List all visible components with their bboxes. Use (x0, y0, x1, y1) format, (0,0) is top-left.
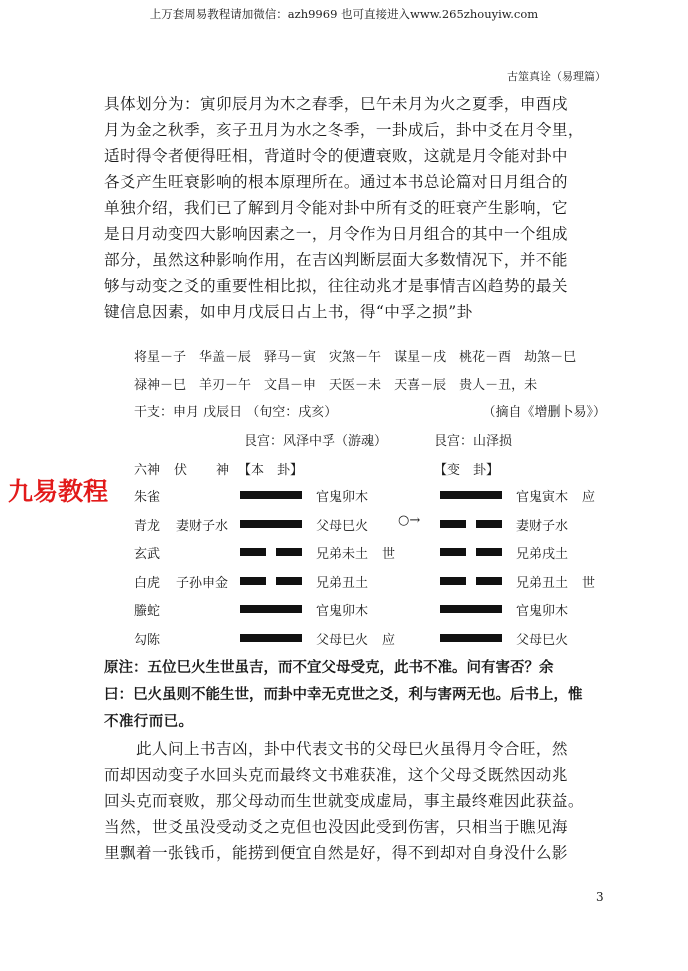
text-line: 够与动变之爻的重要性相比拟，往往动兆才是事情吉凶趋势的最关 (104, 277, 568, 295)
changed-line-yang (440, 605, 502, 613)
header-shen: 神 (216, 463, 230, 478)
text-line: 月为金之秋季，亥子丑月为水之冬季，一卦成后，卦中爻在月令里， (104, 121, 584, 139)
fushen-label: 妻财子水 (176, 518, 229, 534)
changed-line-yin-segment (476, 577, 502, 585)
main-line-label: 官鬼卯木 (316, 604, 369, 619)
main-line-yin-segment (276, 548, 302, 556)
text-line: 各爻产生旺衰影响的根本原理所在。通过本书总论篇对日月组合的 (104, 173, 568, 191)
main-line-mark: 应 (382, 632, 396, 648)
note-line: 不准行而已。 (104, 714, 194, 730)
text-line: 单独介绍，我们已了解到月令能对卦中所有爻的旺衰产生影响，它 (104, 199, 568, 217)
main-hexagram-label: 【本 卦】 (238, 463, 304, 478)
main-line-yang (240, 520, 302, 528)
text-line: 回头克而衰败，那父母动而生世就变成虚局，事主最终难因此获益。 (104, 792, 584, 810)
main-line-yin-segment (276, 577, 302, 585)
main-line-yang (240, 605, 302, 613)
shensha-item: 天医－未 (329, 378, 382, 393)
changed-line-yang (440, 491, 502, 499)
liushen-label: 朱雀 (134, 490, 161, 505)
changed-line-mark: 世 (582, 575, 596, 591)
changed-line-yin-segment (440, 520, 466, 528)
main-line-label: 父母巳火 (316, 632, 369, 648)
note-line: 曰：巳火虽则不能生世，而卦中幸无克世之爻，利与害两无也。后书上，惟 (104, 687, 583, 703)
shensha-item: 贵人－丑，未 (459, 378, 538, 393)
changed-hexagram-palace: 艮宫：山泽损 (434, 434, 513, 449)
header-fu: 伏 (174, 463, 188, 478)
liushen-label: 勾陈 (134, 632, 161, 648)
ganzhi-line: 干支：申月 戊辰日 （旬空：戌亥） (134, 405, 338, 420)
liushen-label: 螣蛇 (134, 604, 161, 619)
fushen-label: 子孙申金 (176, 575, 229, 591)
text-line: 此人问上书吉凶，卦中代表文书的父母巳火虽得月令合旺，然 (136, 740, 568, 758)
changed-line-label: 妻财子水 (516, 518, 569, 534)
source-note: （摘自《增删卜易》） (482, 405, 606, 420)
changed-line-yang (440, 634, 502, 642)
changed-line-label: 官鬼寅木 (516, 490, 569, 505)
changed-line-label: 兄弟戌土 (516, 547, 569, 562)
text-line: 当然，世爻虽没受动爻之克但也没因此受到伤害，只相当于瞧见海 (104, 818, 568, 836)
text-line: 适时得令者便得旺相，背道时令的便遭衰败，这就是月令能对卦中 (104, 147, 568, 165)
main-line-label: 兄弟丑土 (316, 575, 369, 591)
watermark-logo: 九易教程 (8, 477, 109, 506)
changed-line-yin-segment (440, 577, 466, 585)
main-line-yin-segment (240, 548, 266, 556)
changed-line-yin-segment (440, 548, 466, 556)
changed-line-yin-segment (476, 548, 502, 556)
paragraph-1 (104, 92, 604, 342)
text-line: 是日月动变四大影响因素之一，月令作为日月组合的其中一个组成 (104, 225, 568, 243)
text-line: 具体划分为：寅卯辰月为木之春季，巳午未月为火之夏季，申酉戌 (104, 95, 568, 113)
note-line: 原注：五位巳火生世虽吉，而不宜父母受克，此书不准。问有害否？余 (104, 660, 554, 676)
shensha-item: 驿马－寅 (264, 350, 317, 365)
shensha-item: 华盖－辰 (199, 350, 252, 365)
main-line-yin-segment (240, 577, 266, 585)
main-line-mark: 世 (382, 547, 396, 562)
shensha-item: 羊刃－午 (199, 378, 252, 393)
shensha-line-2 (134, 374, 550, 393)
text-line: 部分，虽然这种影响作用，在吉凶判断层面大多数情况下，并不能 (104, 251, 568, 269)
changed-line-label: 兄弟丑土 (516, 575, 569, 591)
liushen-label: 玄武 (134, 547, 161, 562)
running-header: 古筮真诠（易理篇） (507, 70, 606, 83)
main-hexagram-palace: 艮宫：风泽中孚（游魂） (244, 434, 388, 449)
changed-line-mark: 应 (582, 490, 596, 505)
shensha-item: 文昌－申 (264, 378, 317, 393)
liushen-label: 青龙 (134, 518, 161, 534)
main-line-label: 父母巳火 (316, 518, 369, 534)
main-line-yang (240, 634, 302, 642)
top-banner: 上万套周易教程请加微信：azh9969 也可直接进入www.265zhouyiw.com (149, 7, 539, 21)
changed-line-label: 官鬼卯木 (516, 604, 569, 619)
changed-hexagram-label: 【变 卦】 (434, 463, 500, 478)
shensha-line-1 (134, 346, 589, 365)
main-line-label: 兄弟未土 (316, 547, 369, 562)
shensha-item: 劫煞－巳 (524, 350, 577, 365)
text-line: 而却因动变子水回头克而最终文书难获准，这个父母爻既然因动兆 (104, 766, 568, 784)
shensha-item: 桃花－酉 (459, 350, 512, 365)
text-line: 键信息因素，如申月戊辰日占上书，得“中孚之损”卦 (104, 303, 473, 321)
text-line: 里飘着一张钱币，能捞到便宜自然是好，得不到却对自身没什么影 (104, 844, 568, 862)
main-line-label: 官鬼卯木 (316, 490, 369, 505)
liushen-label: 白虎 (134, 575, 161, 591)
shensha-item: 禄神－巳 (134, 378, 187, 393)
shensha-item: 天喜－辰 (394, 378, 447, 393)
shensha-item: 将星－子 (134, 350, 187, 365)
paragraph-2 (104, 737, 604, 867)
main-line-yang (240, 491, 302, 499)
changed-line-label: 父母巳火 (516, 632, 569, 648)
header-liushen: 六神 (134, 463, 161, 478)
shensha-item: 灾煞－午 (329, 350, 382, 365)
moving-line-marker: ○→ (398, 513, 421, 528)
page-number: 3 (596, 890, 604, 904)
changed-line-yin-segment (476, 520, 502, 528)
shensha-item: 谋星－戌 (394, 350, 447, 365)
